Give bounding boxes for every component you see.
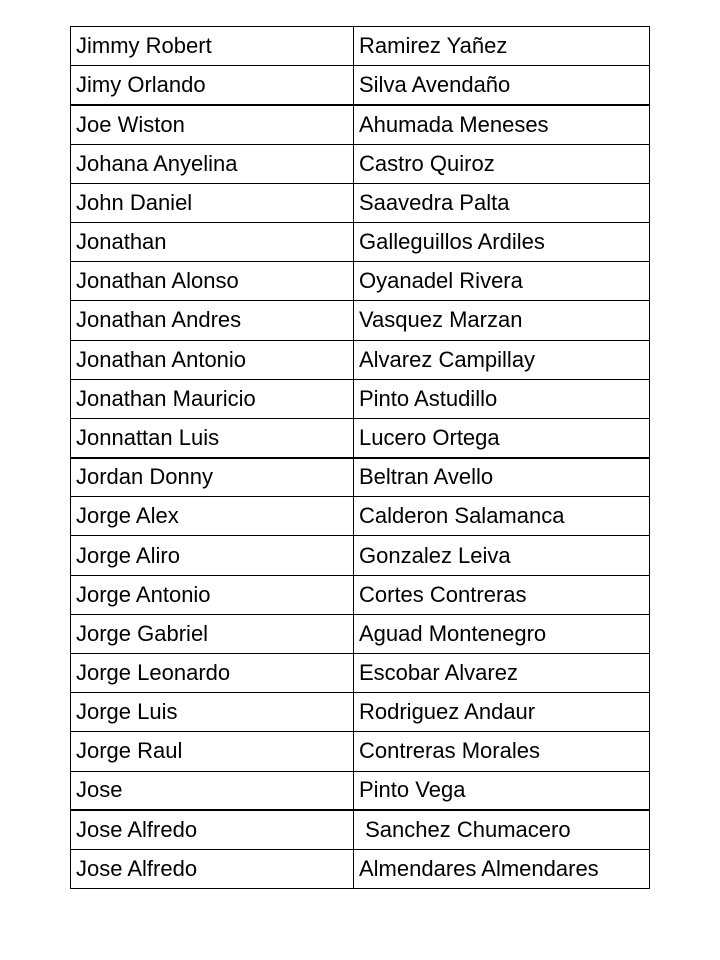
names-table-body xyxy=(71,27,650,889)
last-name-cell: Ahumada Meneses xyxy=(354,105,650,144)
last-name-cell: Alvarez Campillay xyxy=(354,340,650,379)
table-row xyxy=(71,497,650,536)
last-name-cell: Contreras Morales xyxy=(354,732,650,771)
first-name-cell: Jimmy Robert xyxy=(71,27,354,66)
table-row xyxy=(71,693,650,732)
last-name-cell: Almendares Almendares xyxy=(354,849,650,888)
first-name-cell: Jonathan xyxy=(71,222,354,261)
table-row xyxy=(71,654,650,693)
last-name-cell: Pinto Astudillo xyxy=(354,379,650,418)
table-row xyxy=(71,105,650,144)
last-name-cell: Beltran Avello xyxy=(354,458,650,497)
last-name-cell: Sanchez Chumacero xyxy=(354,810,650,849)
table-row xyxy=(71,66,650,105)
table-row xyxy=(71,732,650,771)
first-name-cell: Johana Anyelina xyxy=(71,144,354,183)
first-name-cell: Jose Alfredo xyxy=(71,849,354,888)
table-row xyxy=(71,379,650,418)
table-row xyxy=(71,458,650,497)
first-name-cell: Jonathan Alonso xyxy=(71,262,354,301)
last-name-cell: Ramirez Yañez xyxy=(354,27,650,66)
last-name-cell: Aguad Montenegro xyxy=(354,614,650,653)
table-row xyxy=(71,575,650,614)
last-name-cell: Castro Quiroz xyxy=(354,144,650,183)
table-row xyxy=(71,536,650,575)
first-name-cell: Jonathan Andres xyxy=(71,301,354,340)
names-table xyxy=(70,26,650,889)
last-name-cell: Pinto Vega xyxy=(354,771,650,810)
last-name-cell: Silva Avendaño xyxy=(354,66,650,105)
first-name-cell: Jorge Luis xyxy=(71,693,354,732)
first-name-cell: Jonnattan Luis xyxy=(71,418,354,457)
table-row xyxy=(71,262,650,301)
first-name-cell: Jorge Antonio xyxy=(71,575,354,614)
first-name-cell: Jordan Donny xyxy=(71,458,354,497)
last-name-cell: Cortes Contreras xyxy=(354,575,650,614)
last-name-cell: Rodriguez Andaur xyxy=(354,693,650,732)
first-name-cell: John Daniel xyxy=(71,183,354,222)
first-name-cell: Jorge Alex xyxy=(71,497,354,536)
table-row xyxy=(71,183,650,222)
table-row xyxy=(71,301,650,340)
last-name-cell: Gonzalez Leiva xyxy=(354,536,650,575)
last-name-cell: Lucero Ortega xyxy=(354,418,650,457)
first-name-cell: Jorge Leonardo xyxy=(71,654,354,693)
table-row xyxy=(71,849,650,888)
table-row xyxy=(71,222,650,261)
table-row xyxy=(71,810,650,849)
table-row xyxy=(71,418,650,457)
last-name-cell: Saavedra Palta xyxy=(354,183,650,222)
last-name-cell: Escobar Alvarez xyxy=(354,654,650,693)
first-name-cell: Jorge Gabriel xyxy=(71,614,354,653)
first-name-cell: Jonathan Mauricio xyxy=(71,379,354,418)
table-row xyxy=(71,27,650,66)
last-name-cell: Oyanadel Rivera xyxy=(354,262,650,301)
last-name-cell: Vasquez Marzan xyxy=(354,301,650,340)
first-name-cell: Jorge Aliro xyxy=(71,536,354,575)
first-name-cell: Jorge Raul xyxy=(71,732,354,771)
table-row xyxy=(71,340,650,379)
first-name-cell: Jimy Orlando xyxy=(71,66,354,105)
first-name-cell: Jose Alfredo xyxy=(71,810,354,849)
table-row xyxy=(71,771,650,810)
last-name-cell: Galleguillos Ardiles xyxy=(354,222,650,261)
table-row xyxy=(71,144,650,183)
first-name-cell: Jonathan Antonio xyxy=(71,340,354,379)
last-name-cell: Calderon Salamanca xyxy=(354,497,650,536)
first-name-cell: Joe Wiston xyxy=(71,105,354,144)
table-row xyxy=(71,614,650,653)
first-name-cell: Jose xyxy=(71,771,354,810)
